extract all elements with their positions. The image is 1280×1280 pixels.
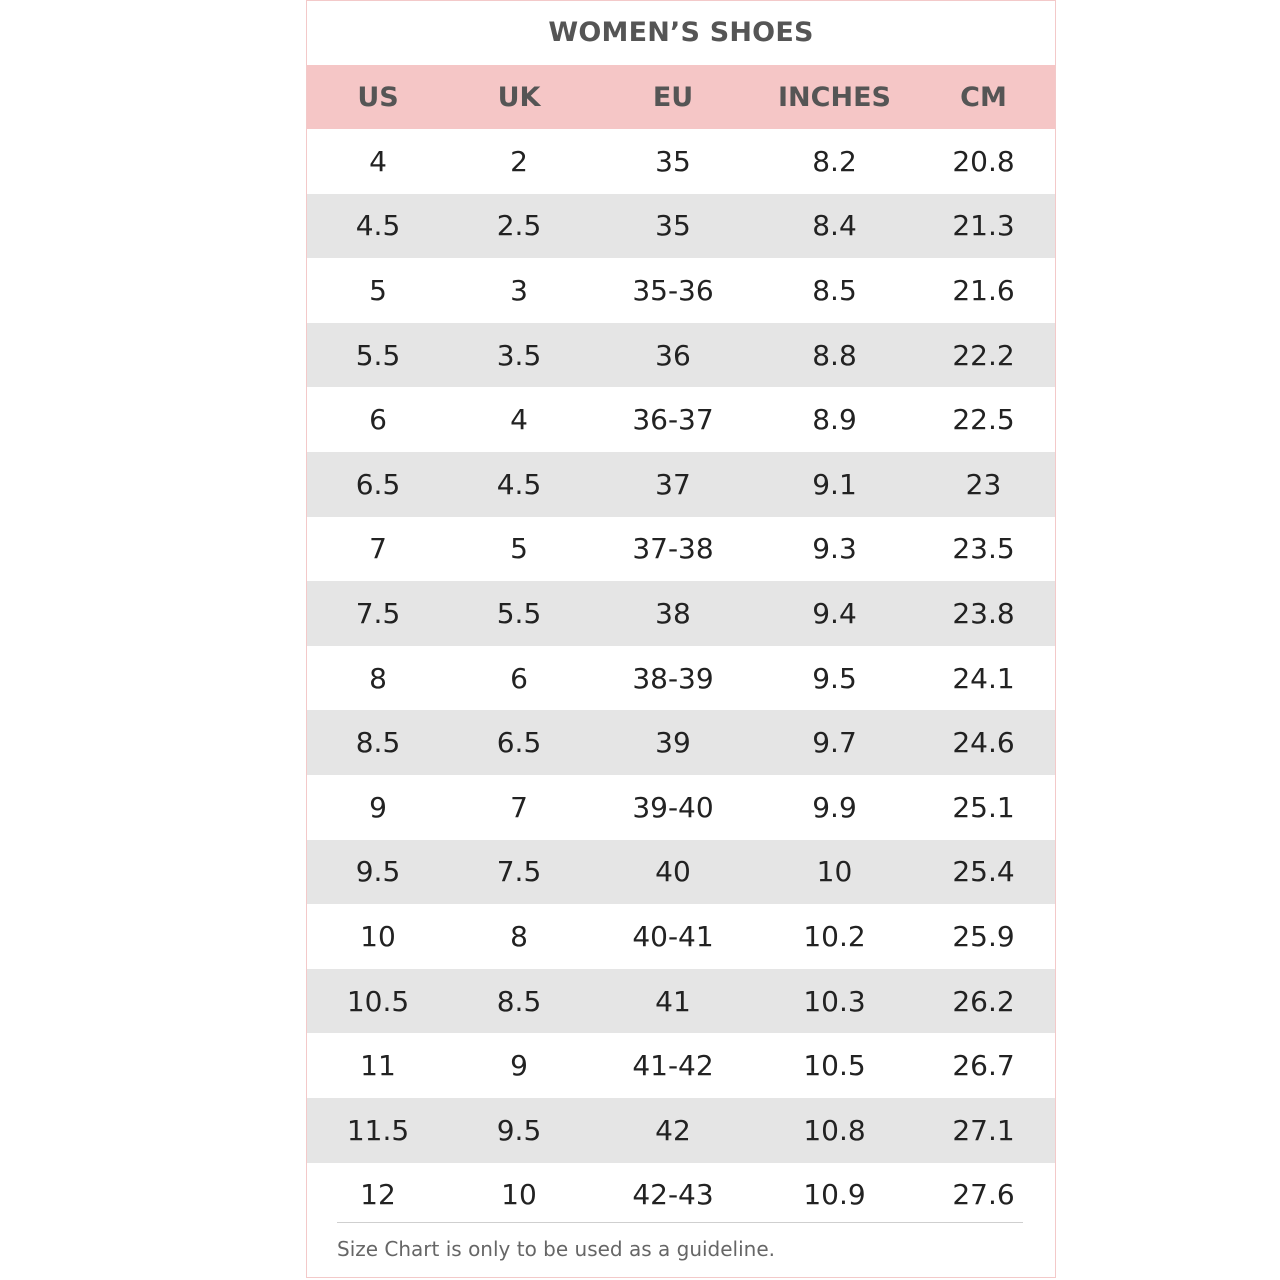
cell-inches: 8.9: [812, 403, 857, 437]
cell-cm: 22.2: [952, 338, 1015, 372]
cell-inches: 9.7: [812, 726, 857, 760]
table-row: [307, 969, 1055, 1034]
cell-us: 6.5: [355, 467, 401, 501]
cell-eu: 38-39: [632, 661, 714, 695]
cell-eu: 40: [655, 855, 691, 889]
cell-uk: 9.5: [496, 1113, 542, 1147]
cell-uk: 6.5: [496, 726, 542, 760]
cell-eu: 35: [655, 209, 691, 243]
table-header-row: [307, 65, 1055, 129]
cell-inches: 10: [816, 855, 853, 889]
cell-uk: 2.5: [496, 209, 542, 243]
column-header-inches: INCHES: [778, 81, 891, 113]
cell-cm: 23.5: [952, 532, 1015, 566]
cell-uk: 2: [510, 144, 528, 178]
table-row: [307, 646, 1055, 711]
cell-eu: 39: [655, 726, 691, 760]
cell-us: 4: [369, 144, 387, 178]
cell-uk: 7: [510, 790, 528, 824]
table-row: [307, 517, 1055, 582]
cell-us: 10: [360, 919, 396, 953]
cell-uk: 5: [510, 532, 528, 566]
cell-us: 7.5: [355, 596, 401, 630]
cell-us: 5: [369, 273, 387, 307]
table-row: [307, 323, 1055, 388]
cell-cm: 25.1: [952, 790, 1015, 824]
cell-inches: 8.5: [812, 273, 857, 307]
cell-us: 5.5: [355, 338, 401, 372]
cell-uk: 8.5: [496, 984, 542, 1018]
cell-cm: 26.2: [952, 984, 1015, 1018]
table-row: [307, 258, 1055, 323]
cell-us: 8: [369, 661, 387, 695]
table-row: [307, 1033, 1055, 1098]
footnote-text: Size Chart is only to be used as a guideline.: [337, 1237, 775, 1261]
cell-us: 11.5: [346, 1113, 410, 1147]
cell-cm: 27.1: [952, 1113, 1015, 1147]
cell-uk: 6: [510, 661, 528, 695]
cell-uk: 4: [510, 403, 528, 437]
cell-eu: 42-43: [632, 1178, 714, 1212]
table-row: [307, 840, 1055, 905]
cell-uk: 5.5: [496, 596, 542, 630]
cell-cm: 26.7: [952, 1049, 1015, 1083]
table-row: [307, 387, 1055, 452]
cell-uk: 3: [510, 273, 528, 307]
cell-us: 11: [360, 1049, 396, 1083]
cell-cm: 27.6: [952, 1178, 1015, 1212]
cell-us: 10.5: [346, 984, 410, 1018]
cell-inches: 10.2: [803, 919, 866, 953]
table-row: [307, 775, 1055, 840]
cell-inches: 10.5: [803, 1049, 866, 1083]
cell-inches: 9.3: [812, 532, 857, 566]
footer-divider: [337, 1222, 1023, 1223]
cell-inches: 8.8: [812, 338, 857, 372]
cell-eu: 42: [655, 1113, 691, 1147]
cell-uk: 10: [501, 1178, 537, 1212]
table-row: [307, 129, 1055, 194]
cell-uk: 4.5: [496, 467, 542, 501]
cell-inches: 9.4: [812, 596, 857, 630]
cell-eu: 37-38: [632, 532, 714, 566]
cell-us: 9.5: [355, 855, 401, 889]
table-row: [307, 710, 1055, 775]
cell-cm: 25.9: [952, 919, 1015, 953]
cell-cm: 21.6: [952, 273, 1015, 307]
table-row: [307, 194, 1055, 259]
cell-cm: 24.1: [952, 661, 1015, 695]
cell-inches: 9.1: [812, 467, 857, 501]
cell-uk: 8: [510, 919, 528, 953]
table-row: [307, 904, 1055, 969]
cell-inches: 10.3: [803, 984, 866, 1018]
cell-eu: 39-40: [632, 790, 714, 824]
cell-us: 4.5: [355, 209, 401, 243]
cell-us: 9: [369, 790, 387, 824]
table-row: [307, 581, 1055, 646]
cell-inches: 8.4: [812, 209, 857, 243]
column-header-uk: UK: [497, 81, 541, 113]
table-row: [307, 452, 1055, 517]
column-header-eu: EU: [652, 81, 694, 113]
table-row: [307, 1163, 1055, 1228]
table-row: [307, 1098, 1055, 1163]
cell-us: 8.5: [355, 726, 401, 760]
cell-inches: 9.5: [812, 661, 857, 695]
cell-eu: 35: [655, 144, 691, 178]
table-body: [307, 129, 1055, 1227]
cell-us: 6: [369, 403, 387, 437]
cell-cm: 21.3: [952, 209, 1015, 243]
cell-eu: 36-37: [632, 403, 714, 437]
cell-inches: 9.9: [812, 790, 857, 824]
cell-eu: 41: [655, 984, 691, 1018]
cell-uk: 9: [510, 1049, 528, 1083]
cell-uk: 7.5: [496, 855, 542, 889]
chart-title: WOMEN’S SHOES: [548, 17, 814, 48]
cell-cm: 23.8: [952, 596, 1015, 630]
cell-cm: 24.6: [952, 726, 1015, 760]
cell-eu: 38: [655, 596, 691, 630]
cell-cm: 23: [965, 467, 1002, 501]
size-chart-card: [306, 0, 1056, 1278]
column-header-cm: CM: [960, 81, 1007, 113]
cell-eu: 41-42: [632, 1049, 714, 1083]
cell-inches: 8.2: [812, 144, 857, 178]
cell-cm: 22.5: [952, 403, 1015, 437]
cell-eu: 37: [655, 467, 691, 501]
cell-uk: 3.5: [496, 338, 542, 372]
cell-eu: 40-41: [632, 919, 714, 953]
column-header-us: US: [357, 81, 399, 113]
cell-us: 7: [369, 532, 387, 566]
cell-inches: 10.9: [803, 1178, 866, 1212]
cell-eu: 35-36: [632, 273, 714, 307]
cell-cm: 25.4: [952, 855, 1015, 889]
cell-eu: 36: [655, 338, 691, 372]
cell-cm: 20.8: [952, 144, 1015, 178]
cell-inches: 10.8: [803, 1113, 866, 1147]
cell-us: 12: [360, 1178, 396, 1212]
